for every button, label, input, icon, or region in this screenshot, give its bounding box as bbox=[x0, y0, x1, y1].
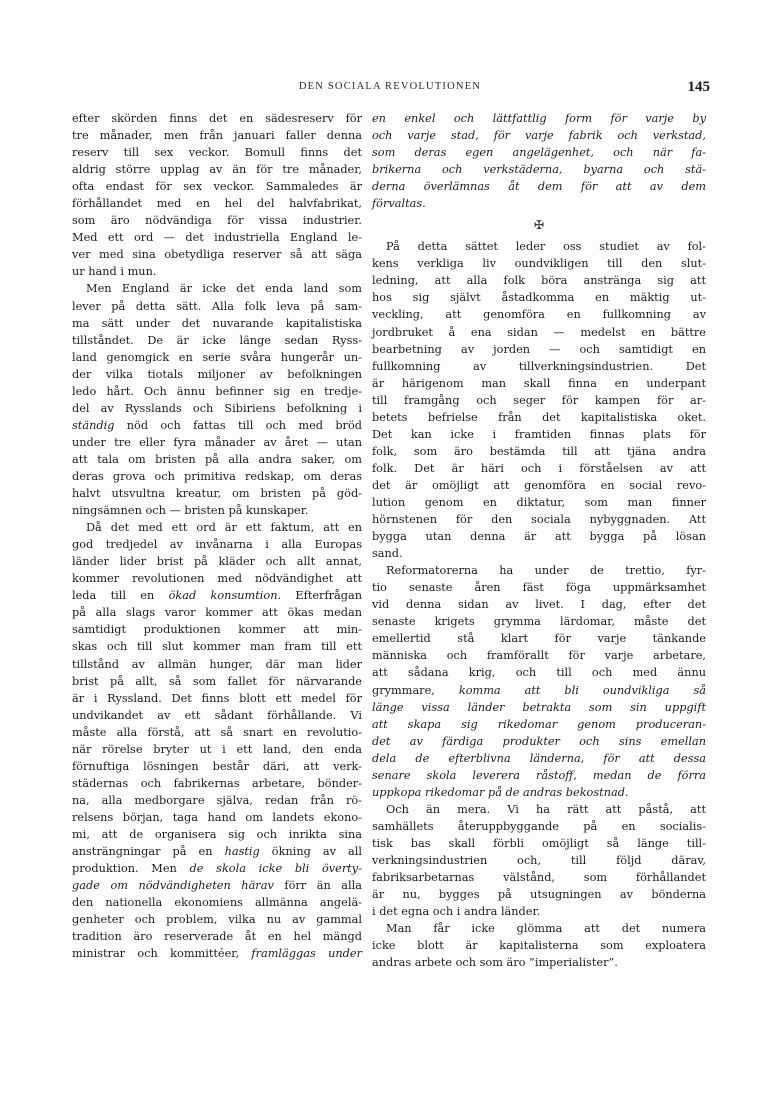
body-text bbox=[372, 238, 706, 971]
text-line bbox=[372, 733, 706, 750]
text-line: land genomgick en serie svåra hungerår un- bbox=[72, 350, 362, 364]
text-line: det är omöjligt att genomföra en social revo- bbox=[372, 478, 706, 492]
text-line: senaste krigets grymma lärdomar, måste det bbox=[372, 615, 706, 629]
text-line: na, alla medborgare själva, redan från rö- bbox=[72, 793, 362, 807]
text-line: kommer revolutionen med nödvändighet att bbox=[72, 572, 362, 586]
text-line bbox=[372, 784, 706, 801]
text-line bbox=[372, 127, 706, 144]
text-line: vid denna sidan av livet. I dag, efter det bbox=[372, 598, 706, 612]
text-line: På detta sättet leder oss studiet av fol- bbox=[386, 240, 706, 254]
text-line: produktion. Men de skola icke bli överty- bbox=[72, 862, 362, 876]
text-line: samtidigt produktionen kommer att min- bbox=[72, 623, 362, 637]
text-line bbox=[372, 110, 706, 127]
text-line bbox=[372, 716, 706, 733]
text-line: ma sätt under det nuvarande kapitalistiska bbox=[72, 316, 362, 330]
text-line bbox=[372, 195, 706, 212]
text-line: grymmare, komma att bli oundvikliga så bbox=[372, 683, 706, 697]
text-line: ur hand i mun. bbox=[72, 265, 157, 279]
text-line: tradition äro reserverade åt en hel mängd bbox=[72, 930, 362, 944]
italic-passage bbox=[372, 110, 706, 212]
text-line: förnuftiga lösningen består däri, att verk- bbox=[72, 759, 362, 773]
emphasis: som deras egen angelägenhet, och när fa- bbox=[372, 146, 706, 160]
text-line: brist på allt, så som fallet för närvarande bbox=[72, 674, 362, 688]
text-line: kens verkliga liv oundvikligen till den slut- bbox=[372, 257, 706, 271]
emphasis: länge vissa länder betrakta som sin uppgift bbox=[372, 700, 706, 714]
text-line: lever på detta sätt. Alla folk leva på sam- bbox=[72, 299, 362, 313]
emphasis: gade om nödvändigheten härav bbox=[72, 879, 274, 893]
text-line: Reformatorerna ha under de trettio, fyr- bbox=[386, 564, 706, 578]
text-line: ständig nöd och fattas till och med bröd bbox=[72, 418, 362, 432]
text-line: emellertid stå klart för varje tänkande bbox=[372, 632, 706, 646]
text-line: folk. Det är häri och i förståelsen av att bbox=[372, 461, 706, 475]
text-line: Man får icke glömma att det numera bbox=[386, 922, 706, 936]
text-line: ofta endast för sex veckor. Sammaledes är bbox=[72, 180, 362, 194]
emphasis: derna överlämnas åt dem för att av dem bbox=[372, 180, 706, 194]
text-line bbox=[372, 161, 706, 178]
text-line: Men England är icke det enda land som bbox=[86, 282, 362, 296]
text-line bbox=[372, 750, 706, 767]
text-line: ver med sina obetydliga reserver så att säga bbox=[72, 248, 362, 262]
text-line: Det kan icke i framtiden finnas plats för bbox=[372, 427, 706, 441]
text-line: ansträngningar på en hastig ökning av all bbox=[72, 845, 362, 859]
emphasis: det av färdiga produkter och sins emellan bbox=[372, 734, 706, 748]
section-ornament-icon: ✠ bbox=[533, 218, 545, 233]
text-line: aldrig större upplag av än för tre månader, bbox=[72, 163, 362, 177]
text-line: tillståndet. De är icke länge sedan Ryss- bbox=[72, 333, 362, 347]
text-line bbox=[372, 144, 706, 161]
text-line: andras arbete och som äro ”imperialister”. bbox=[372, 956, 618, 970]
text-line: jordbruket å ena sidan — medelst en bättre bbox=[372, 325, 706, 339]
emphasis: en enkel och lättfattlig form för varje by bbox=[372, 112, 706, 125]
page-number: 145 bbox=[687, 79, 710, 95]
right-text-column bbox=[372, 110, 706, 971]
emphasis: ständig bbox=[72, 418, 115, 432]
text-line: städernas och fabrikernas arbetare, bönder- bbox=[72, 776, 362, 790]
text-line: är härigenom man skall finna en underpant bbox=[372, 376, 706, 390]
running-title: DEN SOCIALA REVOLUTIONEN bbox=[298, 81, 482, 92]
text-line: att sådana krig, och till och med ännu bbox=[372, 666, 706, 680]
text-line: ministrar och kommittéer, framläggas under bbox=[72, 947, 362, 961]
text-line: under tre eller fyra månader av året — utan bbox=[72, 435, 362, 449]
emphasis: senare skola leverera råstoff, medan de förra bbox=[372, 768, 706, 782]
text-line: är nu, bygges på utsugningen av bönderna bbox=[372, 888, 706, 902]
text-line: genheter och problem, vilka nu av gammal bbox=[72, 913, 362, 927]
text-line: Då det med ett ord är ett faktum, att en bbox=[86, 521, 362, 535]
text-line: skas och till slut kommer man fram till ett bbox=[72, 640, 362, 654]
text-line: betets befrielse från det kapitalistiska oket. bbox=[372, 410, 706, 424]
emphasis: framläggas under bbox=[251, 947, 362, 961]
text-line: att tala om bristen på alla andra saker, om bbox=[72, 452, 362, 466]
text-line bbox=[372, 178, 706, 195]
text-line: veckling, att genomföra en fullkomning av bbox=[372, 308, 706, 322]
emphasis: brikerna och verkstäderna, byarna och stä- bbox=[372, 163, 706, 177]
text-line: ledo hårt. Och ännu befinner sig en tredje- bbox=[72, 384, 362, 398]
emphasis: hastig bbox=[224, 845, 260, 859]
text-line: förhållandet med en hel del halvfabrikat, bbox=[72, 197, 362, 211]
emphasis: komma att bli oundvikliga så bbox=[458, 683, 706, 697]
text-line: som äro nödvändiga för vissa industrier. bbox=[72, 214, 362, 228]
text-line: halvt utsvultna kreatur, om bristen på göd- bbox=[72, 487, 362, 501]
text-line: på alla slags varor kommer att ökas medan bbox=[72, 606, 362, 620]
text-line: människa och framförallt för varje arbetare, bbox=[372, 649, 706, 663]
text-line: tisk bas skall förbli omöjligt så länge till- bbox=[372, 836, 706, 850]
text-line: del av Rysslands och Sibiriens befolkning i bbox=[72, 401, 362, 415]
emphasis: förvaltas. bbox=[372, 197, 426, 211]
text-line: undvikandet av ett sådant förhållande. Vi bbox=[72, 708, 362, 722]
text-line: hörnstenen för den sociala nybyggnaden. Att bbox=[372, 513, 706, 527]
emphasis: uppkopa rikedomar på de andras bekostnad. bbox=[372, 785, 629, 799]
text-line: deras grova och primitiva redskap, om deras bbox=[72, 469, 362, 483]
text-line: Och än mera. Vi ha rätt att påstå, att bbox=[386, 802, 706, 816]
text-line: till framgång och seger för kampen för ar- bbox=[372, 393, 706, 407]
text-line: reserv till sex veckor. Bomull finns det bbox=[72, 146, 362, 160]
text-line: i det egna och i andra länder. bbox=[372, 905, 541, 919]
text-line: är i Ryssland. Det finns blott ett medel för bbox=[72, 691, 362, 705]
text-line: Med ett ord — det industriella England le- bbox=[72, 231, 362, 245]
text-line: verkningsindustrien och, till följd därav, bbox=[372, 853, 706, 867]
text-line: när rörelse bryter ut i ett land, den enda bbox=[72, 742, 362, 756]
text-line: efter skörden finns det en sädesreserv för bbox=[72, 112, 362, 125]
text-line: tio senaste åren fäst föga uppmärksamhet bbox=[372, 581, 706, 595]
text-line: der vilka tiotals miljoner av befolkningen bbox=[72, 367, 362, 381]
text-line: ledning, att alla folk böra anstränga sig att bbox=[372, 274, 706, 288]
text-line: leda till en ökad konsumtion. Efterfrågan bbox=[72, 589, 362, 603]
text-line: lution genom en diktatur, som man finner bbox=[372, 495, 706, 509]
emphasis: och varje stad, för varje fabrik och verkstad, bbox=[372, 129, 706, 143]
text-line: måste alla förstå, att så snart en revolutio- bbox=[72, 725, 362, 739]
text-line: bearbetning av jorden — och samtidigt en bbox=[372, 342, 706, 356]
text-line: bygga utan denna är att bygga på lösan bbox=[372, 530, 706, 544]
text-line: god tredjedel av invånarna i alla Europas bbox=[72, 538, 362, 552]
emphasis: de skola icke bli överty- bbox=[189, 862, 362, 876]
emphasis: att skapa sig rikedomar genom produceran- bbox=[372, 717, 706, 731]
text-line: länder lider brist på kläder och allt annat, bbox=[72, 555, 362, 569]
text-line: samhällets återuppbyggande på en socialis- bbox=[372, 819, 706, 833]
left-text-column bbox=[72, 110, 362, 962]
text-line: gade om nödvändigheten härav förr än alla bbox=[72, 879, 362, 893]
text-line: sand. bbox=[372, 547, 403, 561]
text-line: fullkomning av tillverkningsindustrien. Det bbox=[372, 359, 706, 373]
running-head bbox=[70, 79, 710, 99]
text-line: tillstånd av allmän hunger, där man lider bbox=[72, 657, 362, 671]
text-line: relsens början, taga hand om landets ekono- bbox=[72, 810, 362, 824]
text-line bbox=[372, 767, 706, 784]
text-line: ningsämnen och — bristen på kunskaper. bbox=[72, 504, 309, 518]
text-line: hos sig självt åstadkomma en mäktig ut- bbox=[372, 291, 706, 305]
text-line: mi, att de organisera sig och inrikta sina bbox=[72, 827, 362, 841]
text-line: fabriksarbetarnas välstånd, som förhållandet bbox=[372, 871, 706, 885]
emphasis: ökad konsumtion. bbox=[168, 589, 282, 603]
text-line: folk, som äro bestämda till att tjäna andra bbox=[372, 444, 706, 458]
emphasis: dela de efterblivna länderna, för att dessa bbox=[372, 751, 706, 765]
text-line: icke blott är kapitalisterna som exploatera bbox=[372, 939, 706, 953]
text-line bbox=[372, 699, 706, 716]
text-line: den nationella ekonomiens allmänna angelä- bbox=[72, 896, 362, 910]
text-line: tre månader, men från januari faller denna bbox=[72, 129, 362, 143]
